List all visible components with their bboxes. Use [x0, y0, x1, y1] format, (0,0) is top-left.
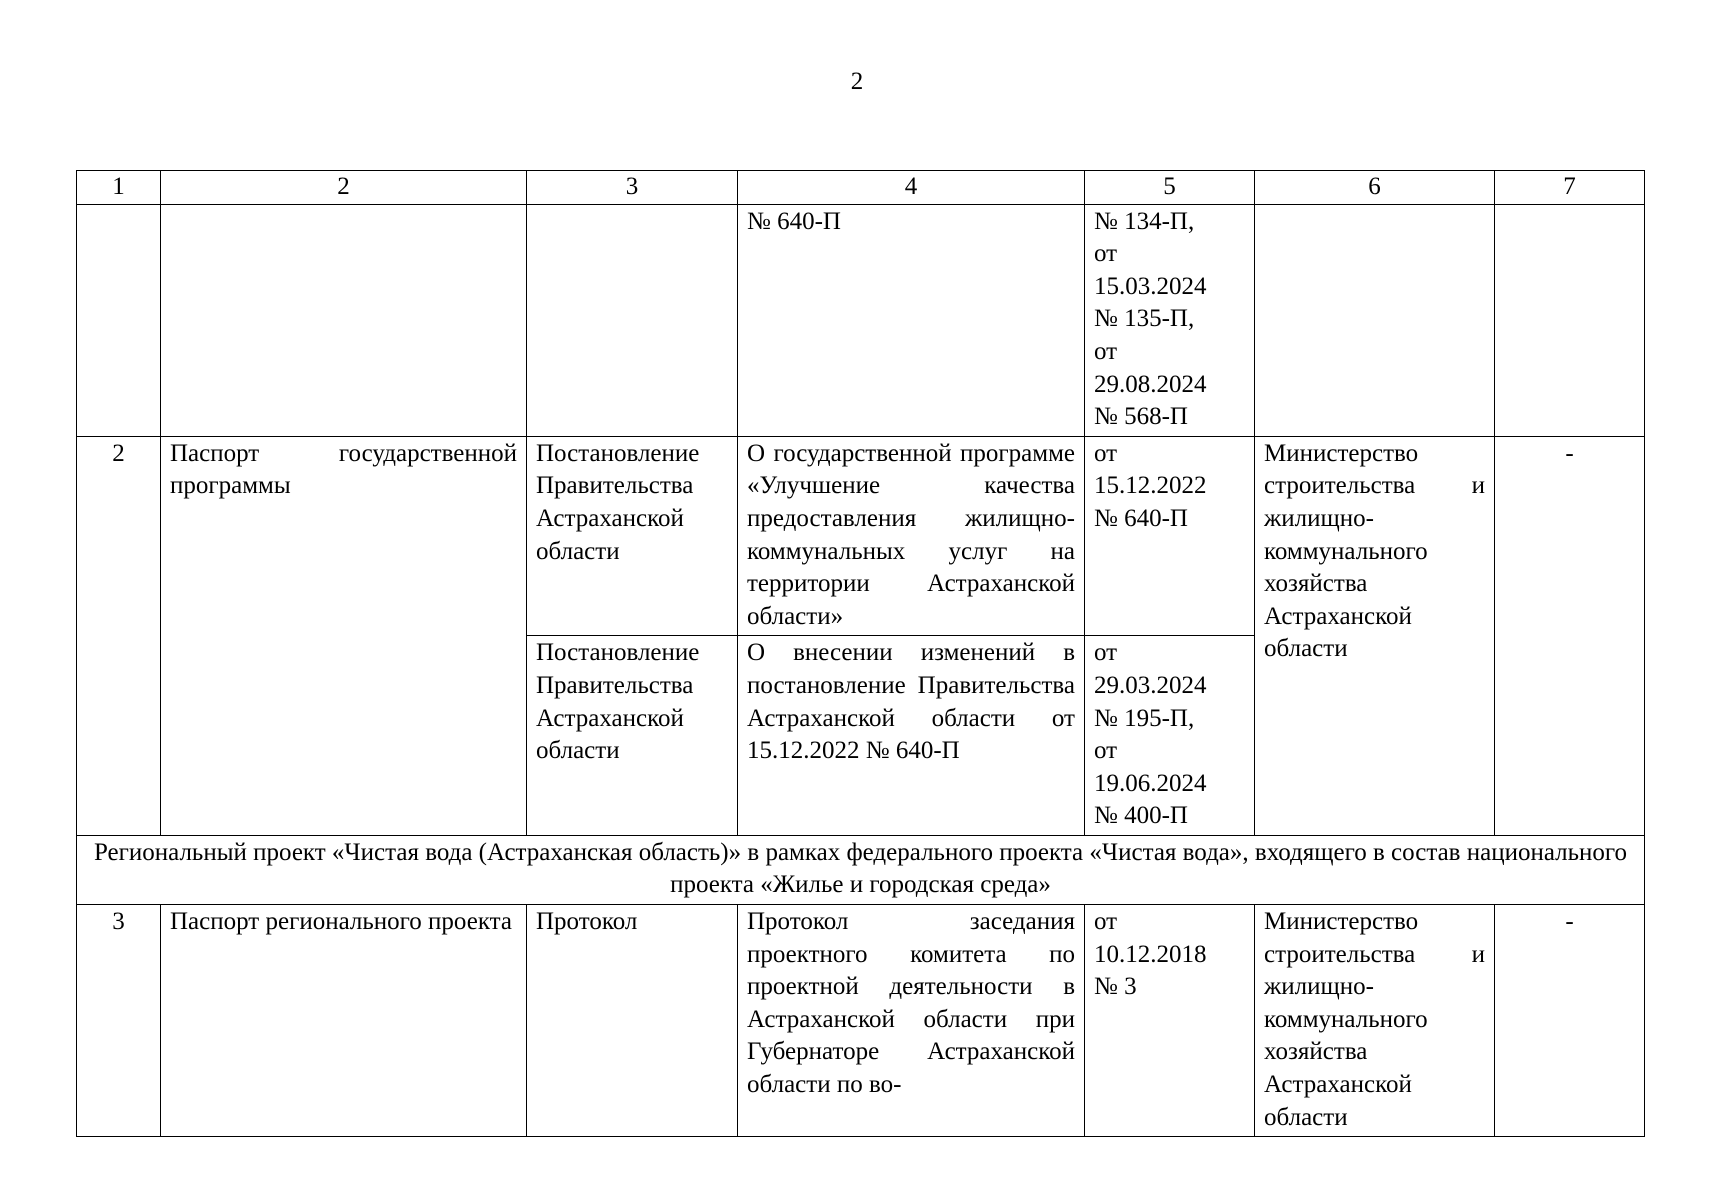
date-line: от — [1094, 908, 1118, 936]
date-line: от — [1094, 737, 1118, 765]
cell-empty — [527, 204, 738, 436]
date-line: № 134-П, — [1094, 207, 1195, 235]
cell-responsible: Министерство строительства и жилищно-коммунального хозяйства Астраханской области — [1255, 436, 1495, 835]
header-col-3: 3 — [527, 171, 738, 205]
cell-empty — [1255, 204, 1495, 436]
cell-doc-date — [1085, 204, 1255, 436]
table-row — [77, 436, 1645, 636]
cell-number: 2 — [77, 436, 161, 835]
date-line: 29.08.2024 — [1094, 370, 1207, 398]
header-row — [77, 171, 1645, 205]
table-row — [77, 905, 1645, 1137]
date-line: от — [1094, 337, 1118, 365]
cell-doc-title: № 640-П — [738, 204, 1085, 436]
table-row — [77, 204, 1645, 436]
date-line: от — [1094, 439, 1118, 467]
date-line: № 3 — [1094, 973, 1137, 1001]
date-line: № 568-П — [1094, 403, 1188, 431]
cell-doc-type: Постановление Правительства Астраханской области — [527, 636, 738, 836]
cell-doc-date — [1085, 436, 1255, 636]
date-line: № 135-П, — [1094, 305, 1195, 333]
date-line: 29.03.2024 — [1094, 671, 1207, 699]
documents-table — [76, 170, 1645, 1137]
date-line: 19.06.2024 — [1094, 769, 1207, 797]
date-line: № 195-П, — [1094, 704, 1195, 732]
cell-empty — [161, 204, 527, 436]
section-row — [77, 835, 1645, 904]
header-col-5: 5 — [1085, 171, 1255, 205]
cell-doc-date — [1085, 905, 1255, 1137]
section-header: Региональный проект «Чистая вода (Астраханская область)» в рамках федерального проекта «Чистая вода», входящего в состав национального проекта «Жилье и городская среда» — [77, 835, 1645, 904]
date-line: 15.03.2024 — [1094, 272, 1207, 300]
cell-empty — [77, 204, 161, 436]
cell-doc-title: Протокол заседания проектного комитета по проектной деятельности в Астраханской области при Губернаторе Астраханской области по во- — [738, 905, 1085, 1137]
header-col-6: 6 — [1255, 171, 1495, 205]
cell-doc-title: О государственной программе «Улучшение качества предоставления жилищно-коммунальных услуг на территории Астраханской области» — [738, 436, 1085, 636]
cell-doc-date — [1085, 636, 1255, 836]
cell-note: - — [1495, 436, 1645, 835]
date-line: 15.12.2022 — [1094, 472, 1207, 500]
cell-empty — [1495, 204, 1645, 436]
header-col-1: 1 — [77, 171, 161, 205]
header-col-4: 4 — [738, 171, 1085, 205]
cell-note: - — [1495, 905, 1645, 1137]
cell-doc-name: Паспорт государственной программы — [161, 436, 527, 835]
date-line: от — [1094, 639, 1118, 667]
cell-doc-type: Протокол — [527, 905, 738, 1137]
page-number: 2 — [850, 68, 864, 95]
date-line: 10.12.2018 — [1094, 940, 1207, 968]
cell-doc-name: Паспорт регионального проекта — [161, 905, 527, 1137]
header-col-7: 7 — [1495, 171, 1645, 205]
date-line: от — [1094, 240, 1118, 268]
header-col-2: 2 — [161, 171, 527, 205]
cell-responsible: Министерство строительства и жилищно-коммунального хозяйства Астраханской области — [1255, 905, 1495, 1137]
cell-doc-type: Постановление Правительства Астраханской области — [527, 436, 738, 636]
cell-number: 3 — [77, 905, 161, 1137]
cell-doc-title: О внесении изменений в постановление Правительства Астраханской области от 15.12.2022 № 640-П — [738, 636, 1085, 836]
date-line: № 400-П — [1094, 802, 1188, 830]
date-line: № 640-П — [1094, 504, 1188, 532]
